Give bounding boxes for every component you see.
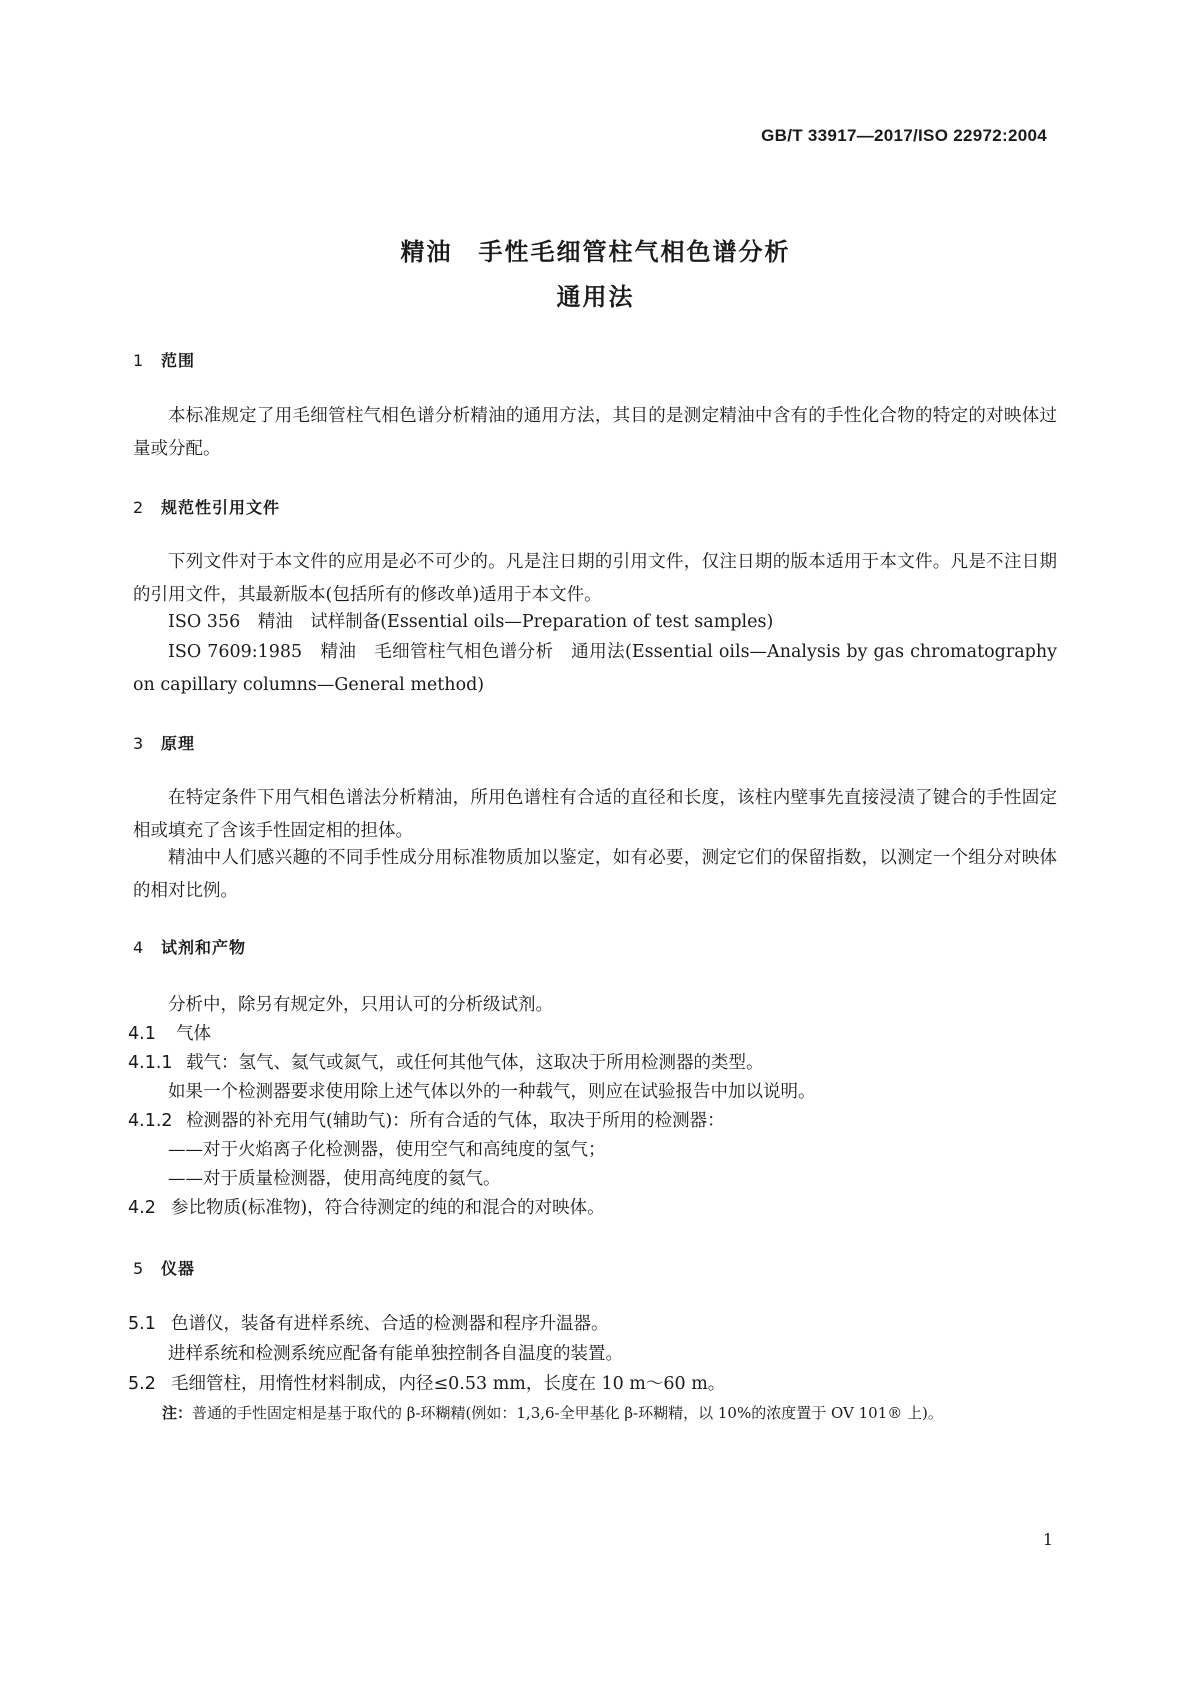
clause-4-1-1-paragraph: 如果一个检测器要求使用除上述气体以外的一种载气，则应在试验报告中加以说明。	[168, 1082, 816, 1102]
clause-text: 色谱仪，装备有进样系统、合适的检测器和程序升温器。	[171, 1314, 609, 1334]
clause-4-1-1	[128, 1049, 764, 1074]
reference-iso-7609: ISO 7609:1985 精油 毛细管柱气相色谱分析 通用法(Essential oils—Analysis by gas chromatography on capillary columns—General method)	[133, 642, 1057, 695]
section-1-paragraph: 本标准规定了用毛细管柱气相色谱分析精油的通用方法，其目的是测定精油中含有的手性化合物的特定的对映体过量或分配。	[133, 406, 1057, 459]
section-5-heading	[133, 1256, 195, 1279]
section-title: 范围	[161, 351, 196, 370]
section-title: 试剂和产物	[161, 938, 247, 957]
section-3-paragraph-1: 在特定条件下用气相色谱法分析精油，所用色谱柱有合适的直径和长度，该柱内壁事先直接浸渍了键合的手性固定相或填充了含该手性固定相的担体。	[133, 788, 1057, 841]
reference-iso-356: ISO 356 精油 试样制备(Essential oils—Preparation of test samples)	[168, 612, 774, 632]
page-number: 1	[1042, 1530, 1053, 1549]
clause-4-1-2	[128, 1107, 725, 1132]
section-number: 2	[133, 498, 145, 517]
clause-number: 5.1	[128, 1314, 156, 1334]
list-item-fid: ——对于火焰离子化检测器，使用空气和高纯度的氢气；	[168, 1140, 606, 1160]
section-title: 仪器	[161, 1259, 196, 1278]
clause-4-2	[128, 1194, 605, 1219]
clause-number: 5.2	[128, 1374, 156, 1394]
section-1-heading	[133, 348, 195, 371]
clause-number: 4.1.1	[128, 1053, 173, 1073]
section-number: 3	[133, 734, 145, 753]
section-title: 规范性引用文件	[161, 498, 281, 517]
section-2-heading	[133, 495, 280, 518]
clause-5-2	[128, 1370, 725, 1395]
clause-number: 4.1	[128, 1024, 156, 1044]
note-label: 注：	[162, 1404, 193, 1422]
document-title: 精油 手性毛细管柱气相色谱分析	[400, 238, 791, 266]
section-title: 原理	[161, 734, 196, 753]
clause-5-1	[128, 1310, 609, 1335]
clause-5-1-paragraph: 进样系统和检测系统应配备有能单独控制各自温度的装置。	[168, 1344, 623, 1364]
note-text: 普通的手性固定相是基于取代的 β-环糊精(例如：1,3,6-全甲基化 β-环糊精，以 10%的浓度置于 OV 101® 上)。	[192, 1404, 943, 1422]
clause-text: 检测器的补充用气(辅助气)：所有合适的气体，取决于所用的检测器：	[186, 1111, 725, 1131]
clause-number: 4.1.2	[128, 1111, 173, 1131]
clause-4-1	[128, 1020, 211, 1045]
section-4-intro: 分析中，除另有规定外，只用认可的分析级试剂。	[168, 995, 553, 1015]
clause-number: 4.2	[128, 1198, 156, 1218]
section-number: 4	[133, 938, 145, 957]
section-4-heading	[133, 935, 246, 958]
section-number: 5	[133, 1259, 145, 1278]
section-number: 1	[133, 351, 145, 370]
section-3-heading	[133, 731, 195, 754]
clause-text: 参比物质(标准物)，符合待测定的纯的和混合的对映体。	[171, 1198, 605, 1218]
clause-text: 毛细管柱，用惰性材料制成，内径≤0.53 mm，长度在 10 m～60 m。	[171, 1374, 726, 1394]
note	[162, 1402, 943, 1423]
standard-code: GB/T 33917—2017/ISO 22972:2004	[761, 126, 1047, 145]
clause-text: 载气：氢气、氦气或氮气，或任何其他气体，这取决于所用检测器的类型。	[186, 1053, 764, 1073]
document-subtitle: 通用法	[556, 283, 635, 311]
clause-text: 气体	[176, 1024, 211, 1044]
section-3-paragraph-2: 精油中人们感兴趣的不同手性成分用标准物质加以鉴定，如有必要，测定它们的保留指数，以测定一个组分对映体的相对比例。	[133, 848, 1057, 901]
list-item-mass-detector: ——对于质量检测器，使用高纯度的氦气。	[168, 1169, 501, 1189]
section-2-paragraph: 下列文件对于本文件的应用是必不可少的。凡是注日期的引用文件，仅注日期的版本适用于本文件。凡是不注日期的引用文件，其最新版本(包括所有的修改单)适用于本文件。	[133, 552, 1057, 605]
